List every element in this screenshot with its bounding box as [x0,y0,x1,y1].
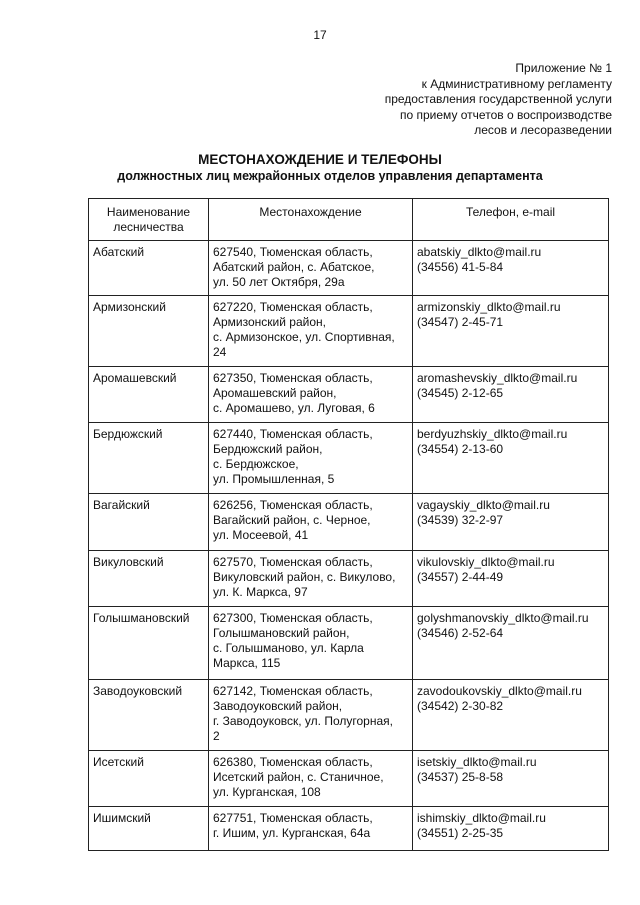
table-row [89,807,609,851]
column-header-name: Наименование лесничества [89,199,209,241]
appendix-note [292,61,612,139]
column-header-contact: Телефон, e-mail [413,199,609,241]
table-row [89,551,609,607]
table-row [89,423,609,494]
table-header-row [89,199,609,241]
forestry-contact: vikulovskiy_dlkto@mail.ru (34557) 2-44-49 [413,551,609,607]
forestry-contact: aromashevskiy_dlkto@mail.ru (34545) 2-12-65 [413,367,609,423]
table-row [89,296,609,367]
title-line-1: МЕСТОНАХОЖДЕНИЕ И ТЕЛЕФОНЫ [198,152,442,167]
appendix-line: к Административному регламенту [421,76,612,91]
title-line-2: должностных лиц межрайонных отделов управления департамента [117,169,543,183]
forestry-address: 627350, Тюменская область, Аромашевский район, с. Аромашево, ул. Луговая, 6 [209,367,413,423]
forestry-name: Бердюжский [89,423,209,494]
forestry-name: Голышмановский [89,607,209,680]
appendix-line: лесов и лесоразведении [474,123,612,137]
forestry-address: 627300, Тюменская область, Голышмановский район, с. Голышманово, ул. Карла Маркса, 115 [209,607,413,680]
forestry-name: Викуловский [89,551,209,607]
forestry-address: 627142, Тюменская область, Заводоуковский район, г. Заводоуковск, ул. Полугорная, 2 [209,680,413,751]
forestry-name: Армизонский [89,296,209,367]
appendix-line: Приложение № 1 [515,61,612,75]
appendix-line: предоставления государственной услуги [384,92,612,106]
page-number: 17 [313,28,327,42]
forestry-name: Ишимский [89,807,209,851]
forestry-contact: armizonskiy_dlkto@mail.ru (34547) 2-45-71 [413,296,609,367]
forestry-name: Вагайский [89,494,209,551]
forestry-address: 626380, Тюменская область, Исетский район, с. Станичное, ул. Курганская, 108 [209,751,413,807]
document-title [0,151,640,185]
forestry-address: 627751, Тюменская область, г. Ишим, ул. Курганская, 64а [209,807,413,851]
forestry-contact: abatskiy_dlkto@mail.ru (34556) 41-5-84 [413,241,609,296]
forestry-contact: zavodoukovskiy_dlkto@mail.ru (34542) 2-30-82 [413,680,609,751]
forestry-contact: ishimskiy_dlkto@mail.ru (34551) 2-25-35 [413,807,609,851]
forestry-address: 626256, Тюменская область, Вагайский район, с. Черное, ул. Мосеевой, 41 [209,494,413,551]
table-row [89,607,609,680]
forestry-contact: berdyuzhskiy_dlkto@mail.ru (34554) 2-13-60 [413,423,609,494]
forestry-address: 627220, Тюменская область, Армизонский район, с. Армизонское, ул. Спортивная, 24 [209,296,413,367]
table-row [89,751,609,807]
column-header-address: Местонахождение [209,199,413,241]
forestry-contact: isetskiy_dlkto@mail.ru (34537) 25-8-58 [413,751,609,807]
forestry-name: Заводоуковский [89,680,209,751]
table-row [89,680,609,751]
table-row [89,494,609,551]
forestry-contact: golyshmanovskiy_dlkto@mail.ru (34546) 2-52-64 [413,607,609,680]
forestry-name: Абатский [89,241,209,296]
forestry-address: 627540, Тюменская область, Абатский район, с. Абатское, ул. 50 лет Октября, 29а [209,241,413,296]
forestry-name: Аромашевский [89,367,209,423]
forestry-address: 627440, Тюменская область, Бердюжский район, с. Бердюжское, ул. Промышленная, 5 [209,423,413,494]
forestry-contacts-table [88,198,609,851]
forestry-contact: vagayskiy_dlkto@mail.ru (34539) 32-2-97 [413,494,609,551]
table-row [89,367,609,423]
forestry-address: 627570, Тюменская область, Викуловский район, с. Викулово, ул. К. Маркса, 97 [209,551,413,607]
table-row [89,241,609,296]
appendix-line: по приему отчетов о воспроизводстве [400,107,612,122]
forestry-name: Исетский [89,751,209,807]
